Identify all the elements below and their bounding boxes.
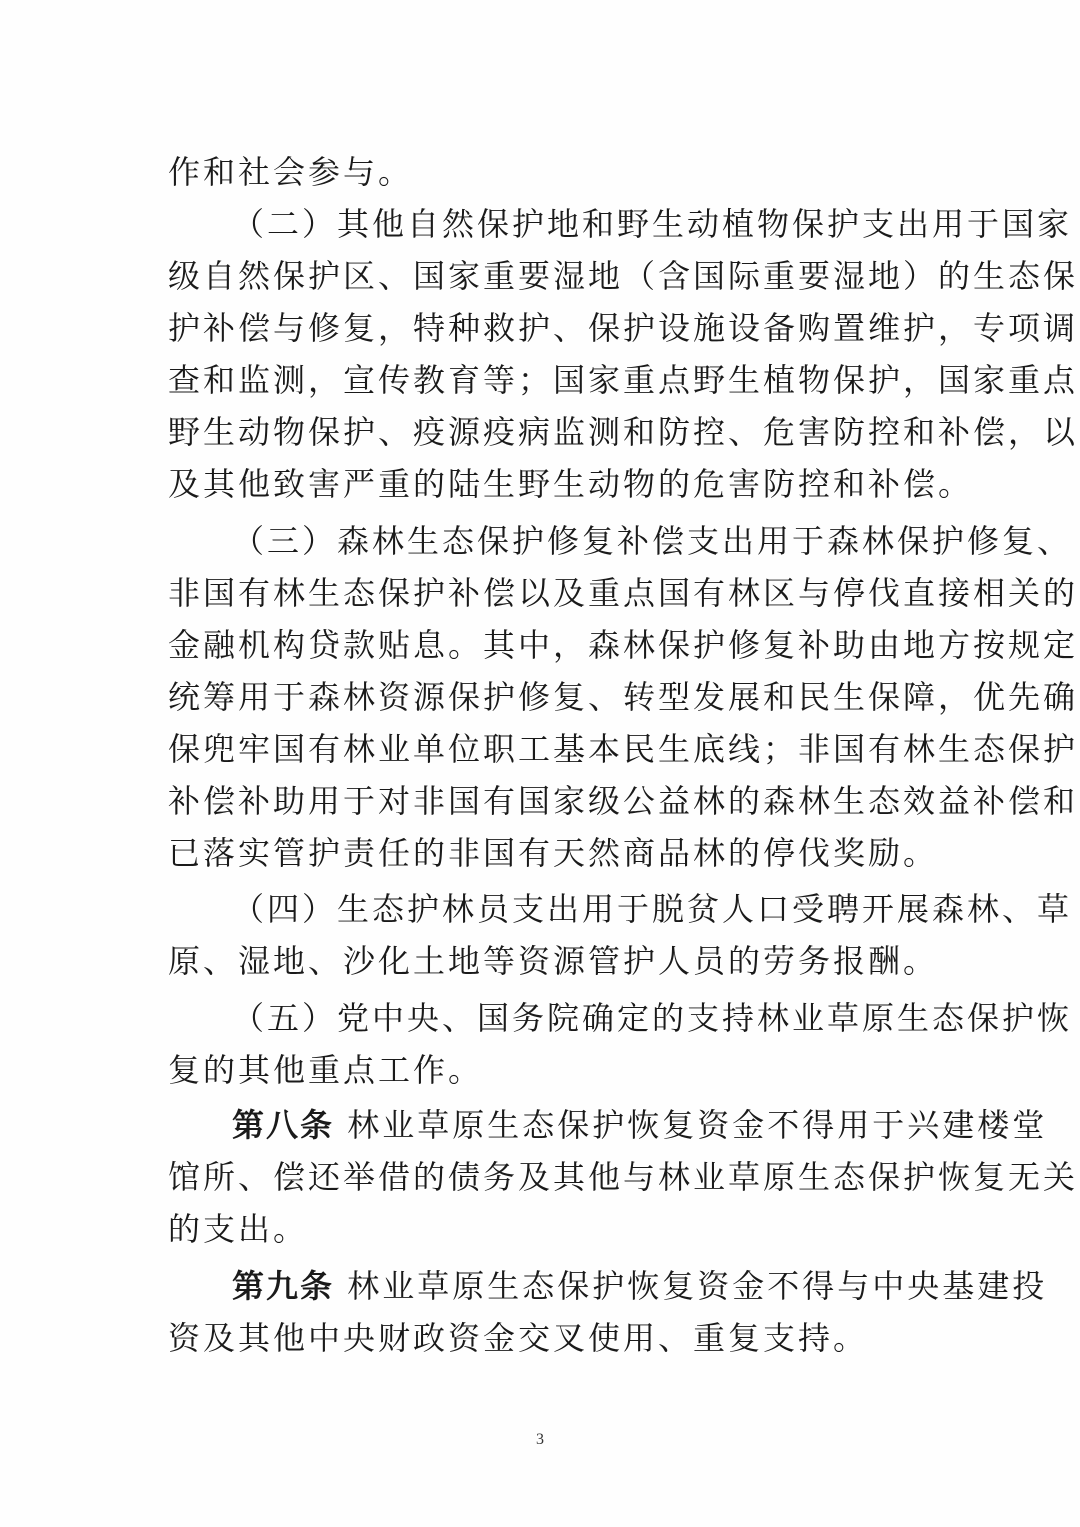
section-four-heading-line: （四）生态护林员支出用于脱贫人口受聘开展森林、草: [232, 890, 1073, 928]
text-line: 复的其他重点工作。: [168, 1051, 484, 1089]
text-line: 查和监测，宣传教育等；国家重点野生植物保护，国家重点: [168, 361, 1079, 399]
text-line: 统筹用于森林资源保护修复、转型发展和民生保障，优先确: [168, 678, 1079, 716]
page-number: 3: [536, 1431, 544, 1448]
section-two-heading-line: （二）其他自然保护地和野生动植物保护支出用于国家: [232, 205, 1073, 243]
article-nine-heading: 第九条: [232, 1267, 335, 1305]
section-three-heading-line: （三）森林生态保护修复补偿支出用于森林保护修复、: [232, 522, 1073, 560]
article-eight-text: 林业草原生态保护恢复资金不得用于兴建楼堂: [347, 1106, 1048, 1144]
section-five-heading-line: （五）党中央、国务院确定的支持林业草原生态保护恢: [232, 999, 1073, 1037]
text-line: 馆所、偿还举借的债务及其他与林业草原生态保护恢复无关: [168, 1158, 1079, 1196]
text-line: 级自然保护区、国家重要湿地（含国际重要湿地）的生态保: [168, 257, 1079, 295]
text-line: 资及其他中央财政资金交叉使用、重复支持。: [168, 1319, 869, 1357]
article-eight-line: [232, 1101, 1048, 1149]
text-line: 原、湿地、沙化土地等资源管护人员的劳务报酬。: [168, 942, 939, 980]
text-line: 的支出。: [168, 1210, 309, 1248]
text-line: 非国有林生态保护补偿以及重点国有林区与停伐直接相关的: [168, 574, 1079, 612]
text-line: 补偿补助用于对非国有国家级公益林的森林生态效益补偿和: [168, 782, 1079, 820]
text-line: 野生动物保护、疫源疫病监测和防控、危害防控和补偿，以: [168, 413, 1079, 451]
text-line: 作和社会参与。: [168, 153, 414, 191]
text-line: 及其他致害严重的陆生野生动物的危害防控和补偿。: [168, 465, 974, 503]
article-nine-line: [232, 1262, 1048, 1310]
text-line: 护补偿与修复，特种救护、保护设施设备购置维护，专项调: [168, 309, 1079, 347]
text-line: 保兜牢国有林业单位职工基本民生底线；非国有林生态保护: [168, 730, 1079, 768]
article-nine-text: 林业草原生态保护恢复资金不得与中央基建投: [347, 1267, 1048, 1305]
article-eight-heading: 第八条: [232, 1106, 335, 1144]
text-line: 金融机构贷款贴息。其中，森林保护修复补助由地方按规定: [168, 626, 1079, 664]
text-line: 已落实管护责任的非国有天然商品林的停伐奖励。: [168, 834, 939, 872]
